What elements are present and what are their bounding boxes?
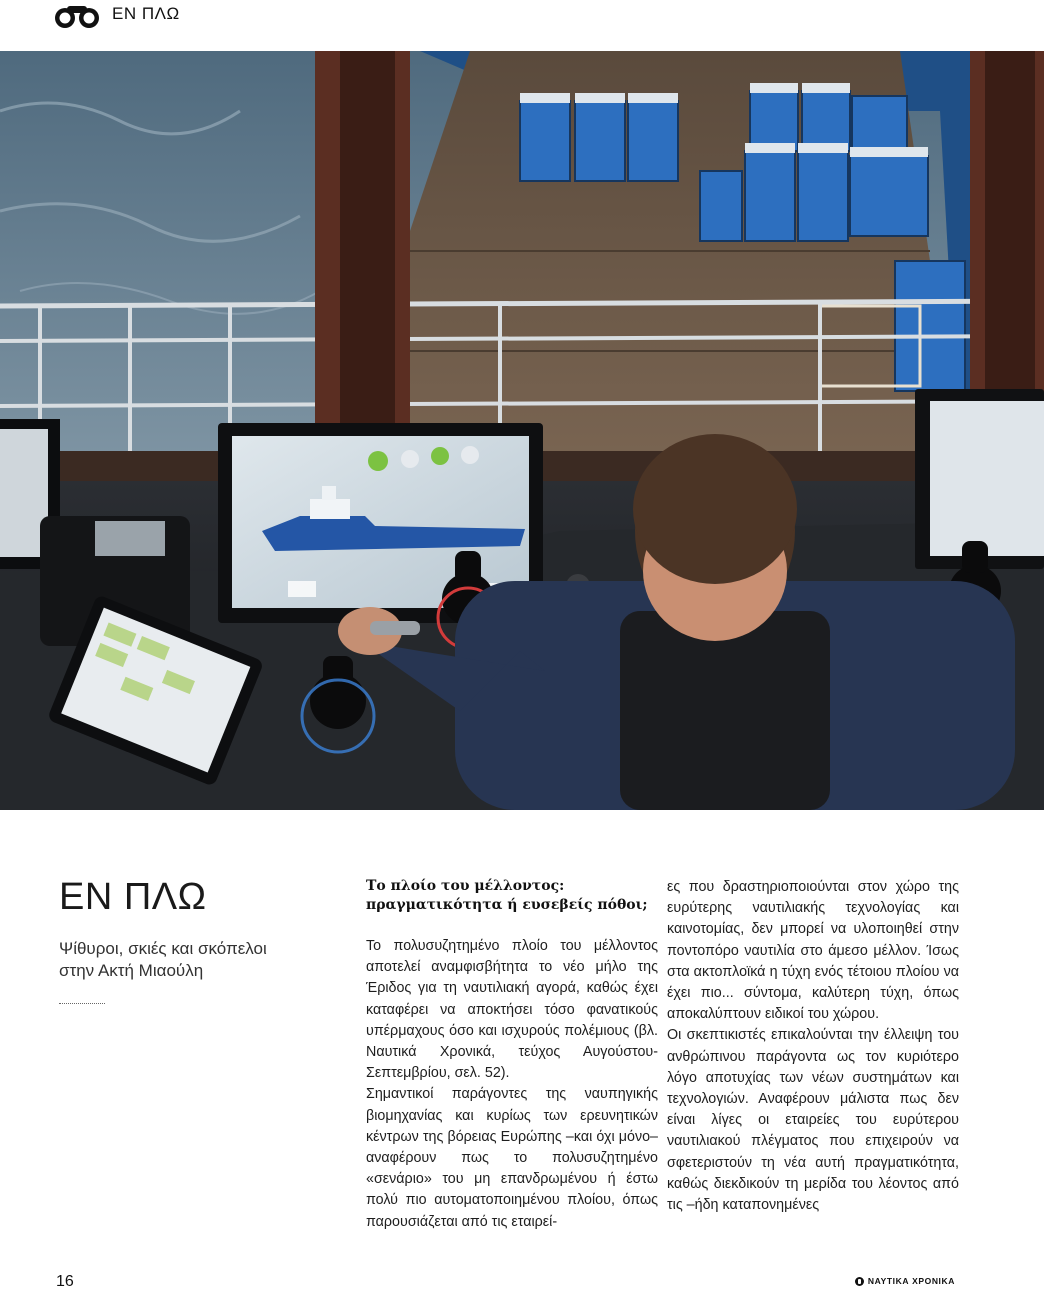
article-heading: Το πλοίο του μέλλοντος: πραγματικότητα ή ευσεβείς πόθοι; — [366, 878, 648, 913]
paragraph: Σημαντικοί παράγοντες της ναυπηγικής βιομηχανίας και κυρίως των ερευνητικών κέντρων της βόρειας Ευρώπης –και όχι μόνο– αναφέρουν πως το πολυσυζητημένο «σενάριο» του μη επανδρωμένου ή έστω πολύ πιο αυτοματοποιημένου πλοίου, όπως παρουσιάζεται από τις εταιρεί- — [366, 1086, 658, 1230]
article-title: ΕΝ ΠΛΩ — [59, 876, 207, 918]
page-number: 16 — [56, 1273, 74, 1290]
section-label: ΕΝ ΠΛΩ — [112, 4, 180, 23]
divider — [59, 1003, 105, 1004]
binoculars-icon — [54, 4, 100, 28]
brand-logo — [855, 1276, 955, 1286]
brand-name: ΝΑΥΤΙΚΑ ΧΡΟΝΙΚΑ — [867, 1276, 955, 1286]
article-subtitle: Ψίθυροι, σκιές και σκόπελοι στην Ακτή Μιαούλη — [59, 939, 267, 980]
paragraph: ες που δραστηριοποιούνται στον χώρο της ευρύτερης ναυτιλιακής τεχνολογίας και καινοτομίας, δεν μπορεί να υλοποιηθεί στην ποντοπόρο ναυτιλία στο άμεσο μέλλον. Ίσως στα ακτοπλοϊκά η τύχη ενός τέτοιου πλοίου να έχει πιο... σύντομα, καλύτερη τύχη, όπως αποκαλύπτουν ειδικοί του χώρου. — [667, 879, 959, 1023]
ship-bridge-photo — [0, 51, 1044, 810]
article-column-2 — [667, 877, 959, 1216]
paragraph: Το πολυσυζητημένο πλοίο του μέλλοντος αποτελεί αναμφισβήτητα το νέο μήλο της Έριδος για τη ναυτιλιακή αγορά, καθώς έχει καταφέρει να αποκτήσει τόσο φανατικούς υπέρμαχους όσο και ισχυρούς πολέμιους (βλ. Ναυτικά Χρονικά, τεύχος Αυγούστου-Σεπτεμβρίου, σελ. 52). — [366, 938, 658, 1082]
paragraph: Οι σκεπτικιστές επικαλούνται την έλλειψη του ανθρώπινου παράγοντα ως τον κυριότερο λόγο αποτυχίας των νέων συστημάτων και τεχνολογιών. Αναφέρουν μάλιστα πως δεν είναι λίγες οι εταιρείες του ευρύτερου ναυτιλιακού πλέγματος που επιχειρούν να σφετεριστούν τη νέα αυτή πραγματικότητα, καθώς διεκδικούν τη μερίδα του λέοντος από τις –ήδη καταπονημένες — [667, 1027, 959, 1214]
brand-icon — [855, 1277, 864, 1286]
article-column-1 — [366, 877, 658, 1233]
page-header — [0, 0, 1044, 34]
